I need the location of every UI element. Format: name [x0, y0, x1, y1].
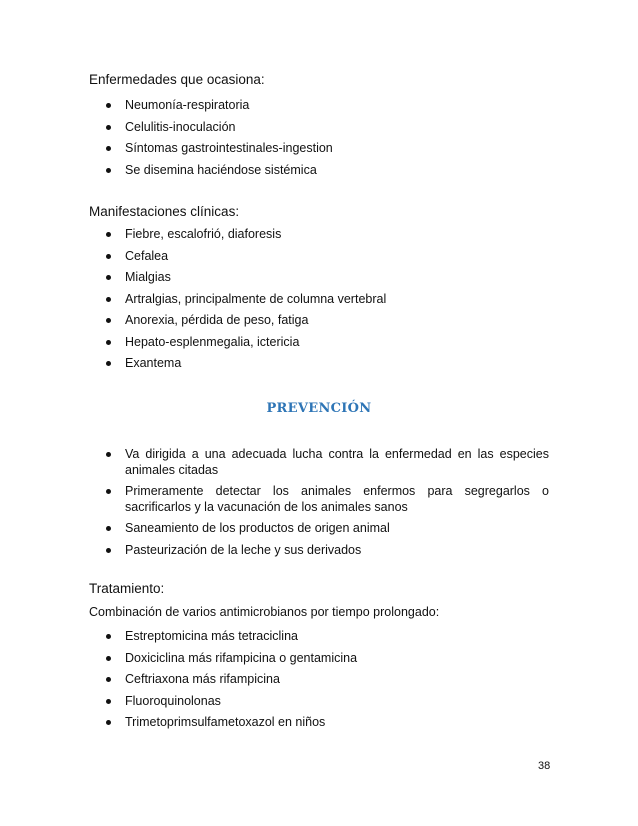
bullet-icon: [106, 548, 111, 553]
bullet-icon: [106, 168, 111, 173]
list-item: Fluoroquinolonas: [0, 694, 638, 716]
list-item: Mialgias: [0, 270, 638, 292]
page-number: 38: [538, 760, 551, 772]
enfermedades-list: [0, 98, 638, 184]
list-item: Saneamiento de los productos de origen animal: [0, 521, 549, 537]
bullet-icon: [106, 361, 111, 366]
manifestaciones-heading: Manifestaciones clínicas:: [89, 204, 240, 219]
bullet-icon: [106, 254, 111, 259]
list-item: Hepato-esplenmegalia, ictericia: [0, 335, 638, 357]
prevencion-list: [0, 447, 638, 564]
bullet-icon: [106, 489, 111, 494]
bullet-icon: [106, 232, 111, 237]
bullet-icon: [106, 634, 111, 639]
list-item: Fiebre, escalofrió, diaforesis: [0, 227, 638, 249]
bullet-icon: [106, 146, 111, 151]
list-item: Estreptomicina más tetraciclina: [0, 629, 638, 651]
bullet-icon: [106, 656, 111, 661]
list-item: Cefalea: [0, 249, 638, 271]
bullet-icon: [106, 340, 111, 345]
tratamiento-intro: Combinación de varios antimicrobianos por tiempo prolongado:: [89, 605, 440, 619]
bullet-icon: [106, 275, 111, 280]
list-item: Va dirigida a una adecuada lucha contra la enfermedad en las especies animales citadas: [0, 447, 549, 478]
list-item: Neumonía-respiratoria: [0, 98, 638, 120]
bullet-icon: [106, 125, 111, 130]
list-item: Primeramente detectar los animales enfermos para segregarlos o sacrificarlos y la vacunación de los animales sanos: [0, 484, 549, 515]
list-item: Ceftriaxona más rifampicina: [0, 672, 638, 694]
bullet-icon: [106, 526, 111, 531]
bullet-icon: [106, 677, 111, 682]
list-item: Exantema: [0, 356, 638, 378]
tratamiento-heading: Tratamiento:: [89, 581, 165, 596]
bullet-icon: [106, 452, 111, 457]
list-item: Artralgias, principalmente de columna vertebral: [0, 292, 638, 314]
manifestaciones-list: [0, 227, 638, 378]
list-item: Doxiciclina más rifampicina o gentamicina: [0, 651, 638, 673]
bullet-icon: [106, 318, 111, 323]
list-item: Se disemina haciéndose sistémica: [0, 163, 638, 185]
tratamiento-list: [0, 629, 638, 737]
bullet-icon: [106, 699, 111, 704]
list-item: Trimetoprimsulfametoxazol en niños: [0, 715, 638, 737]
list-item: Celulitis-inoculación: [0, 120, 638, 142]
list-item: Anorexia, pérdida de peso, fatiga: [0, 313, 638, 335]
bullet-icon: [106, 720, 111, 725]
list-item: Pasteurización de la leche y sus derivados: [0, 543, 549, 559]
list-item: Síntomas gastrointestinales-ingestion: [0, 141, 638, 163]
bullet-icon: [106, 297, 111, 302]
enfermedades-heading: Enfermedades que ocasiona:: [89, 72, 265, 87]
bullet-icon: [106, 103, 111, 108]
prevencion-title: PREVENCIÓN: [266, 401, 372, 416]
